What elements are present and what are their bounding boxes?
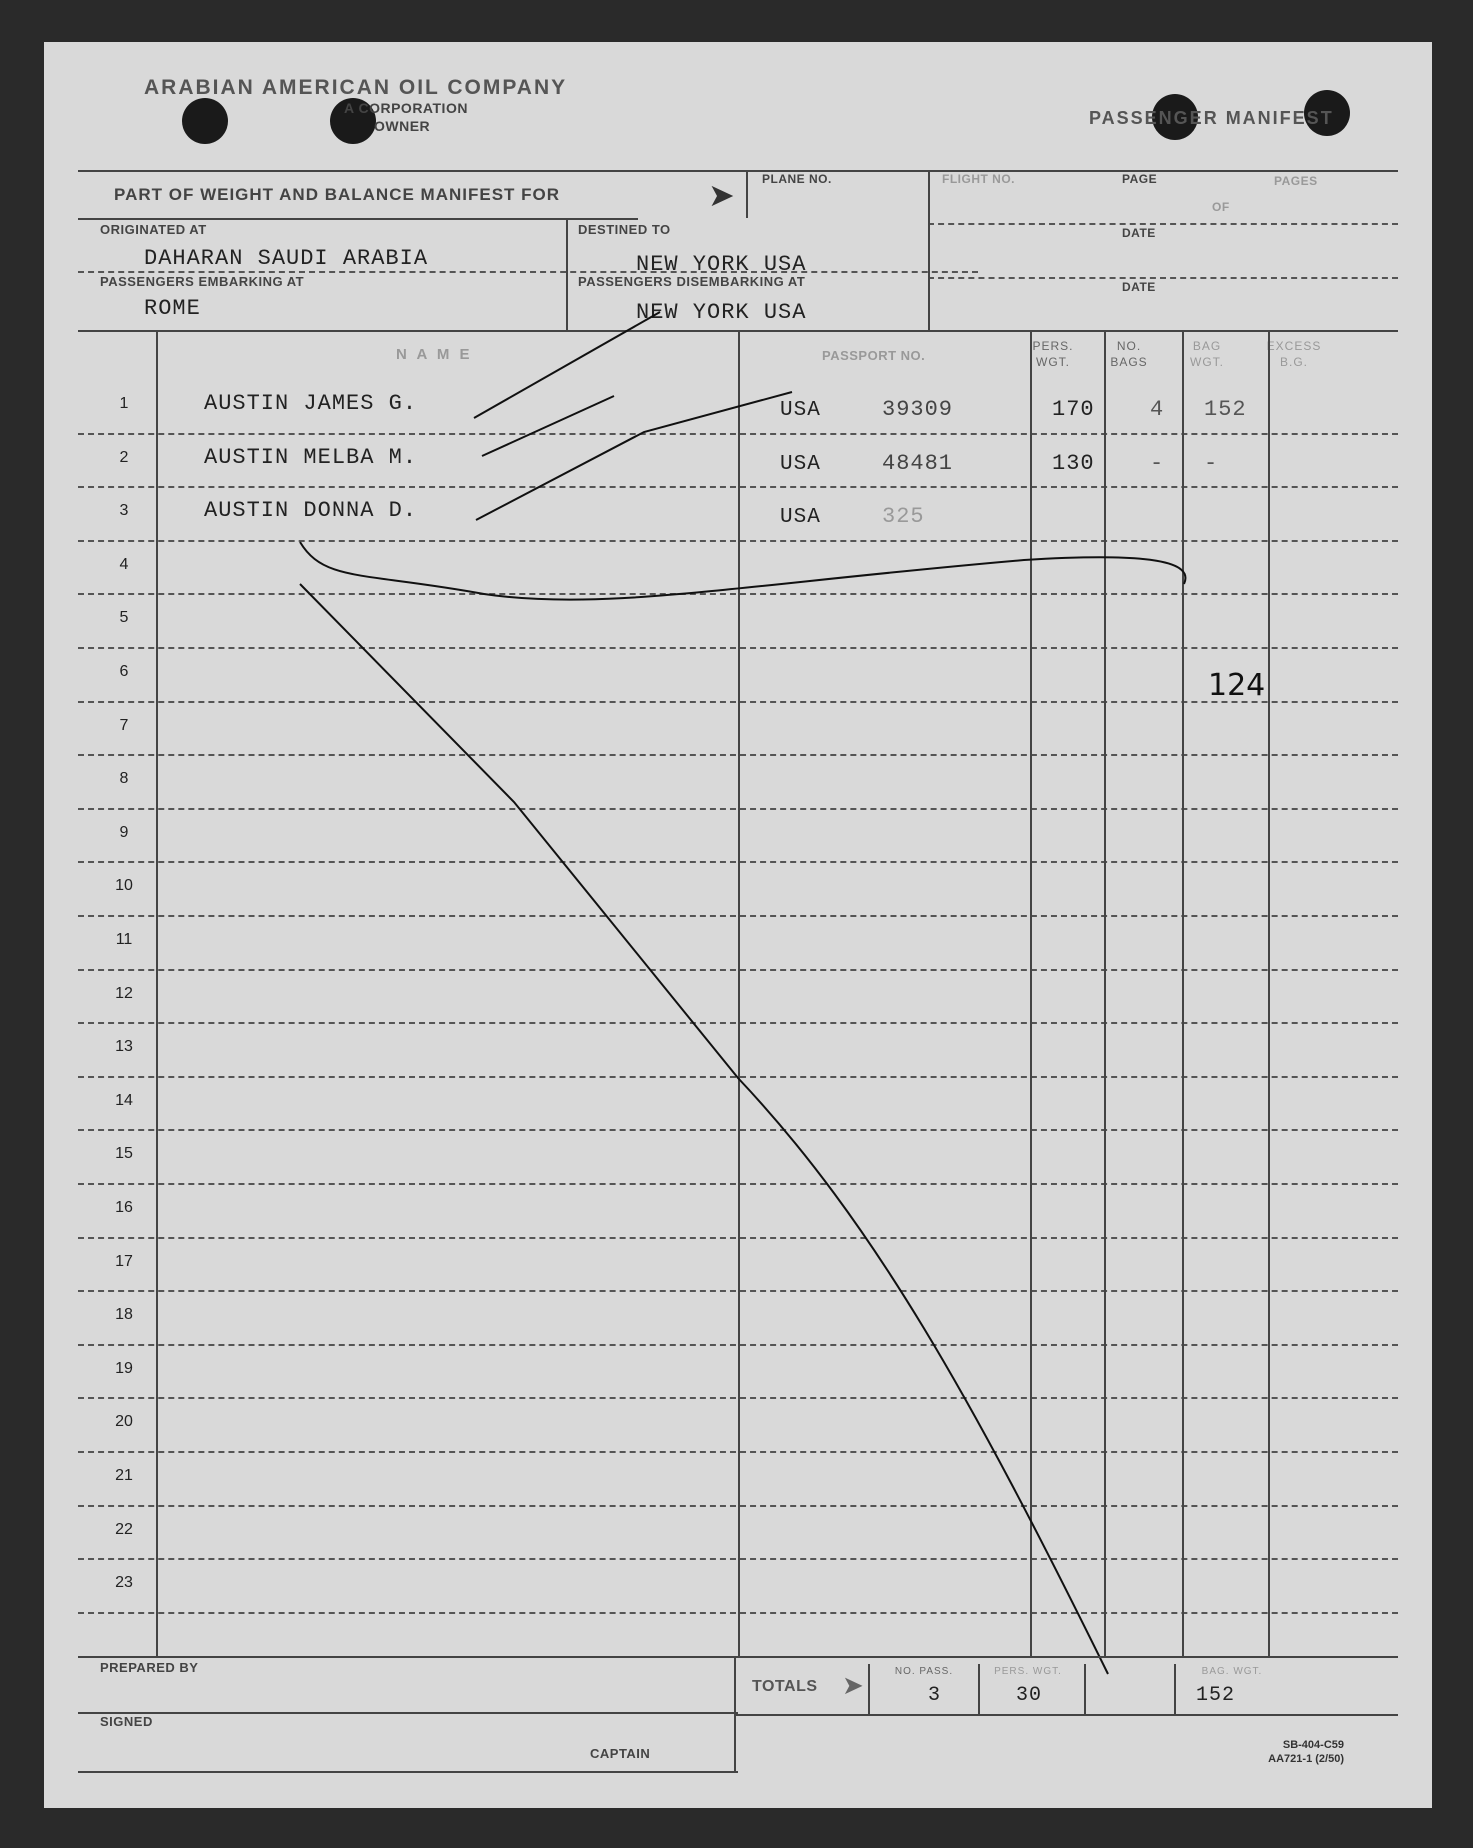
- col-bag-wgt: BAG WGT.: [1190, 339, 1224, 369]
- company-sub1: A CORPORATION: [344, 100, 468, 116]
- row-number: 8: [119, 770, 129, 788]
- row-number: 14: [115, 1091, 133, 1109]
- row-number: 1: [119, 395, 129, 412]
- no-pass-label: NO. PASS.: [894, 1666, 954, 1677]
- passenger-name: AUSTIN JAMES G.: [204, 391, 418, 416]
- passport-country: USA: [780, 399, 821, 422]
- destined-value: NEW YORK USA: [636, 252, 807, 277]
- passport-country: USA: [780, 506, 821, 530]
- form-number: SB-404-C59 AA721-1 (2/50): [1268, 1739, 1344, 1765]
- bag-wgt-total-value: 152: [1196, 1684, 1236, 1707]
- row-number: 18: [115, 1306, 133, 1324]
- passport-country: USA: [780, 452, 821, 476]
- pages-label: PAGES: [1274, 174, 1318, 188]
- manifest-sheet: [44, 42, 1432, 1808]
- col-no-bags: NO. BAGS: [1110, 339, 1148, 369]
- row-number: 4: [119, 555, 129, 573]
- row-number: 6: [119, 663, 129, 680]
- pers-wgt-total-value: 30: [1016, 1684, 1043, 1707]
- no-pass-value: 3: [928, 1684, 942, 1707]
- row-number: 13: [115, 1038, 133, 1056]
- flight-no-label: FLIGHT NO.: [942, 172, 1015, 186]
- row-number: 19: [115, 1359, 133, 1377]
- bag-wgt-total-label: BAG. WGT.: [1201, 1666, 1263, 1677]
- page-label: PAGE: [1122, 172, 1158, 186]
- row-number: 5: [119, 609, 129, 627]
- arrow-right-icon: ➤: [842, 1670, 864, 1700]
- col-pers-wgt: PERS. WGT.: [1032, 339, 1074, 369]
- originated-label: ORIGINATED AT: [100, 222, 207, 237]
- handwritten-note: 124: [1208, 668, 1266, 703]
- bag-wgt: 152: [1204, 397, 1247, 422]
- col-excess: EXCESS B.G.: [1266, 339, 1322, 369]
- row-number: 7: [119, 716, 129, 734]
- row-number: 20: [115, 1413, 133, 1431]
- date-label-1: DATE: [1122, 226, 1156, 240]
- row-number: 17: [115, 1252, 133, 1270]
- row-number: 11: [115, 931, 133, 948]
- disembark-value: NEW YORK USA: [636, 300, 807, 325]
- arrow-right-icon: ➤: [708, 177, 735, 213]
- plane-no-label: PLANE NO.: [762, 172, 832, 186]
- row-number: 2: [119, 448, 129, 466]
- pers-wgt: 170: [1052, 397, 1095, 422]
- row-number: 15: [115, 1145, 133, 1163]
- no-bags: 4: [1150, 397, 1165, 422]
- row-number: 21: [115, 1467, 133, 1484]
- row-number: 10: [115, 877, 133, 895]
- captain-label: CAPTAIN: [590, 1746, 651, 1761]
- doc-title: PASSENGER MANIFEST: [1089, 108, 1334, 128]
- row-number: 23: [115, 1574, 133, 1592]
- company-name: ARABIAN AMERICAN OIL COMPANY: [144, 76, 568, 99]
- prepared-by-label: PREPARED BY: [100, 1660, 199, 1675]
- disembark-label: PASSENGERS DISEMBARKING AT: [578, 274, 806, 289]
- bag-wgt: -: [1204, 450, 1219, 476]
- pen-strokes: [44, 42, 1432, 1808]
- col-passport: PASSPORT NO.: [822, 348, 926, 363]
- passenger-name: AUSTIN MELBA M.: [204, 444, 418, 470]
- pers-wgt-total-label: PERS. WGT.: [994, 1666, 1062, 1677]
- embark-label: PASSENGERS EMBARKING AT: [100, 274, 305, 289]
- row-number: 12: [115, 984, 133, 1002]
- passport-number: 325: [882, 504, 925, 530]
- col-name: N A M E: [396, 346, 473, 363]
- of-label: OF: [1212, 200, 1230, 214]
- pers-wgt: 130: [1052, 450, 1095, 476]
- company-sub2: OWNER: [374, 118, 431, 134]
- signed-label: SIGNED: [100, 1714, 153, 1729]
- date-label-2: DATE: [1122, 280, 1156, 294]
- row-number: 9: [119, 823, 129, 841]
- row-number: 3: [119, 502, 129, 520]
- totals-label: TOTALS: [752, 1678, 818, 1695]
- row-number: 22: [115, 1520, 133, 1538]
- no-bags: -: [1150, 450, 1165, 476]
- passport-number: 39309: [882, 397, 954, 422]
- embark-value: ROME: [144, 296, 201, 321]
- destined-label: DESTINED TO: [578, 222, 671, 237]
- originated-value: DAHARAN SAUDI ARABIA: [144, 246, 429, 271]
- row-number: 16: [115, 1199, 133, 1216]
- passport-number: 48481: [882, 450, 954, 476]
- passenger-name: AUSTIN DONNA D.: [204, 498, 418, 524]
- weight-balance-label: PART OF WEIGHT AND BALANCE MANIFEST FOR: [114, 185, 561, 204]
